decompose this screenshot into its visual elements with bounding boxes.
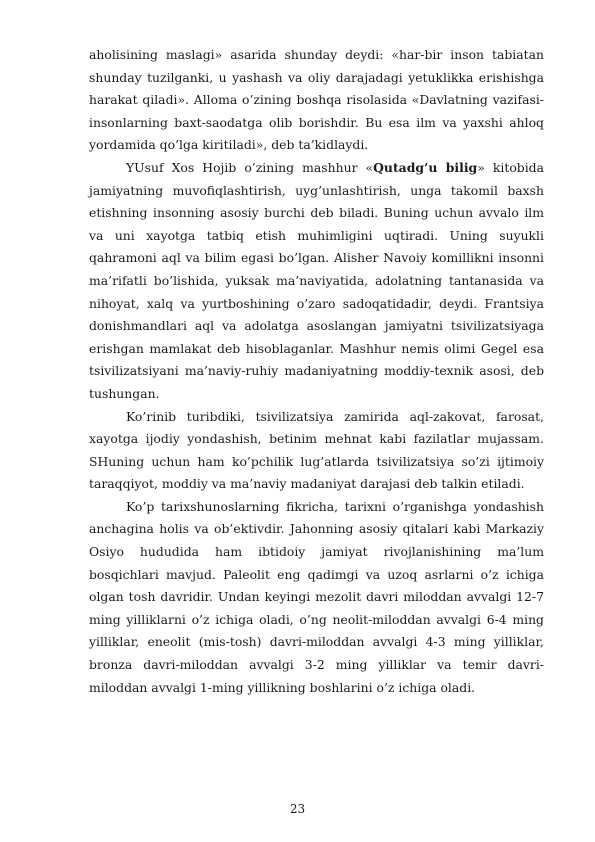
paragraph-2-text-before: YUsuf Xos Hojib o’zining mashhur «	[126, 159, 374, 175]
paragraph-4: Ko’p tarixshunoslarning fikricha, tarixni o’rganishga yondashish anchagina holis va ob’ektivdir. Jahonning asosiy qitalari kabi Markaziy Osiyo hududida ham ibtidoiy jamiyat rivojlanishining ma’lum bosqichlari mavjud. Paleolit eng qadimgi va uzoq asrlarni o’z ichiga olgan tosh davridir. Undan keyingi mezolit davri miloddan avvalgi 12-7 ming yilliklarni o’z ichiga oladi, o’ng neolit-miloddan avvalgi 6-4 ming yilliklar, eneolit (mis-tosh) davri-miloddan avvalgi 4-3 ming yilliklar, bronza davri-miloddan avvalgi 3-2 ming yilliklar va temir davri-miloddan avvalgi 1-ming yillikning boshlarini o’z ichiga oladi.	[89, 498, 544, 695]
page-number: 23	[289, 802, 306, 816]
paragraph-2-text-after: » kitobida jamiyatning muvofiqlashtirish, uyg’unlashtirish, unga takomil baxsh etishning insonning asosiy burchi deb biladi. Buning uchun avvalo ilm va uni xayotga tatbiq etish muhimligini uqtiradi. Uning suyukli qahramoni aql va bilim egasi bo’lgan. Alisher Navoiy komillikni insonni ma’rifatli bo’lishida, yuksak ma’naviyatida, adolatning tantanasida va nihoyat, xalq va yurtboshining o’zaro sadoqatidadir, deydi. Frantsiya donishmandlari aql va adolatga asoslangan jamiyatni tsivilizatsiyaga erishgan mamlakat deb hisoblaganlar. Mashhur nemis olimi Gegel esa tsivilizatsiyani ma’naviy-ruhiy madaniyatning moddiy-texnik asosi, deb tushungan.	[89, 159, 544, 401]
document-body	[89, 44, 544, 699]
book-title-bold: Qutadg’u bilig	[373, 159, 478, 175]
paragraph-3: Ko’rinib turibdiki, tsivilizatsiya zamirida aql-zakovat, farosat, xayotga ijodiy yondashish, betinim mehnat kabi fazilatlar mujassam. SHuning uchun ham ko’pchilik lug’atlarda tsivilizatsiya so’zi ijtimoiy taraqqiyot, moddiy va ma’naviy madaniyat darajasi deb talkin etiladi.	[89, 408, 544, 492]
paragraph-2	[89, 157, 544, 406]
paragraph-1: aholisining maslagi» asarida shunday deydi: «har-bir inson tabiatan shunday tuzilganki, u yashash va oliy darajadagi yetuklikka erishishga harakat qiladi». Alloma o’zining boshqa risolasida «Davlatning vazifasi-insonlarning baxt-saodatga olib borishdir. Bu esa ilm va yaxshi ahloq yordamida qo’lga kiritiladi», deb ta’kidlaydi.	[89, 47, 544, 153]
